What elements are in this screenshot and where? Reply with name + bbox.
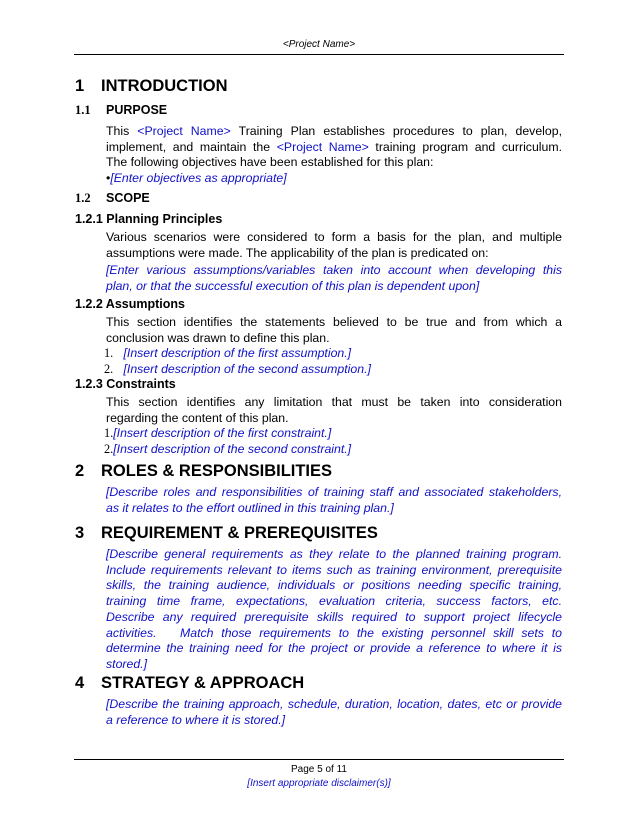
list-text: [Insert description of the first assumption.] xyxy=(123,346,352,360)
text-line: conclusion was drawn to define this plan. xyxy=(106,330,330,345)
section-number: 1 xyxy=(75,77,85,95)
text-line: Various scenarios were considered to form a basis for the plan, and multiple xyxy=(106,230,562,244)
section-2-heading xyxy=(75,462,565,482)
text-line: Describe any required prerequisite skills required to support project lifecycle xyxy=(106,609,562,624)
section-title: STRATEGY & APPROACH xyxy=(101,674,305,692)
requirements-placeholder xyxy=(106,547,562,673)
text-line: a reference to where it is stored.] xyxy=(106,712,286,727)
list-number: 2. xyxy=(104,361,114,376)
section-1-1-heading xyxy=(75,103,565,119)
section-number: 2 xyxy=(75,462,85,480)
list-text: [Insert description of the second constraint.] xyxy=(113,441,352,456)
text-line: training time frame, expectations, evaluation criteria, success factors, etc. xyxy=(106,594,562,609)
list-number: 2. xyxy=(104,441,114,456)
list-item xyxy=(104,442,351,458)
text-line: [Enter various assumptions/variables taken into account when developing this xyxy=(106,263,562,277)
text-line: The following objectives have been established for this plan: xyxy=(106,155,434,170)
header-rule xyxy=(74,54,564,55)
bullet-icon: • xyxy=(106,171,111,186)
section-1-2-2-heading: 1.2.2 Assumptions xyxy=(75,297,185,311)
list-number: 1. xyxy=(104,346,114,360)
text: This xyxy=(106,124,130,138)
section-1-2-3-heading: 1.2.3 Constraints xyxy=(75,377,176,391)
text-line: Include requirements relevant to items such as training environment, prerequisite xyxy=(106,562,562,577)
text-line: [Describe roles and responsibilities of training staff and associated stakeholders, xyxy=(106,485,562,499)
text-line: regarding the content of this plan. xyxy=(106,410,289,425)
page-number: Page 5 of 11 xyxy=(291,764,347,775)
section-4-heading xyxy=(75,674,565,694)
constraints-list xyxy=(104,426,351,457)
strategy-placeholder xyxy=(106,697,562,728)
text-line: as it relates to the effort outlined in this training plan.] xyxy=(106,500,394,515)
footer-rule xyxy=(74,759,564,760)
purpose-paragraph xyxy=(106,124,562,187)
section-1-2-heading xyxy=(75,191,565,207)
text-line: plan, or that the successful execution of this plan is dependent upon] xyxy=(106,278,480,293)
project-name-placeholder: <Project Name> xyxy=(137,124,231,138)
section-1-heading xyxy=(75,77,565,97)
section-title: SCOPE xyxy=(106,191,150,205)
section-1-2-1-heading: 1.2.1 Planning Principles xyxy=(75,212,223,226)
text: training program and curriculum. xyxy=(375,139,563,154)
text-line: [Describe general requirements as they relate to the planned training program. xyxy=(106,547,562,561)
text-line xyxy=(106,124,562,140)
text-line xyxy=(106,140,562,156)
text: implement, and maintain the xyxy=(106,139,271,154)
planning-placeholder xyxy=(106,263,562,294)
text-line: determine the training need for the project or provide a reference to where it is xyxy=(106,641,562,656)
text-line: stored.] xyxy=(106,656,148,671)
list-text: [Insert description of the second assumption.] xyxy=(123,361,371,376)
list-item xyxy=(104,346,371,362)
assumptions-paragraph xyxy=(106,315,562,346)
objectives-bullet-item xyxy=(106,171,562,187)
section-number: 3 xyxy=(75,524,85,542)
project-name-placeholder: <Project Name> xyxy=(276,139,369,154)
section-number: 1.1 xyxy=(75,103,91,117)
text-line: assumptions were made. The applicability of the plan is predicated on: xyxy=(106,245,489,260)
section-title: INTRODUCTION xyxy=(101,77,228,95)
planning-paragraph xyxy=(106,230,562,261)
section-title: PURPOSE xyxy=(106,103,168,117)
section-3-heading xyxy=(75,524,565,544)
text: Training Plan establishes procedures to plan, develop, xyxy=(238,124,562,138)
text-line: activities. Match those requirements to the existing personnel skill sets to xyxy=(106,625,562,640)
list-text: [Insert description of the first constraint.] xyxy=(113,426,332,440)
section-title: ROLES & RESPONSIBILITIES xyxy=(101,462,333,480)
section-number: 1.2 xyxy=(75,191,91,205)
text-line: skills, the training audience, individuals or positions needing specific training, xyxy=(106,578,562,593)
footer-disclaimer: [Insert appropriate disclaimer(s)] xyxy=(247,778,391,789)
list-item xyxy=(104,362,371,378)
text-line: [Describe the training approach, schedule, duration, location, dates, etc or provide xyxy=(106,697,562,711)
section-number: 4 xyxy=(75,674,85,692)
page-header-title: <Project Name> xyxy=(282,39,356,50)
section-title: REQUIREMENT & PREREQUISITES xyxy=(101,524,378,542)
text-line: This section identifies any limitation that must be taken into consideration xyxy=(106,395,562,409)
list-number: 1. xyxy=(104,426,114,440)
assumptions-list xyxy=(104,346,371,377)
bullet-text: [Enter objectives as appropriate] xyxy=(110,171,287,186)
constraints-paragraph xyxy=(106,395,562,426)
list-item xyxy=(104,426,351,442)
text-line: This section identifies the statements believed to be true and from which a xyxy=(106,315,562,329)
roles-placeholder xyxy=(106,485,562,516)
